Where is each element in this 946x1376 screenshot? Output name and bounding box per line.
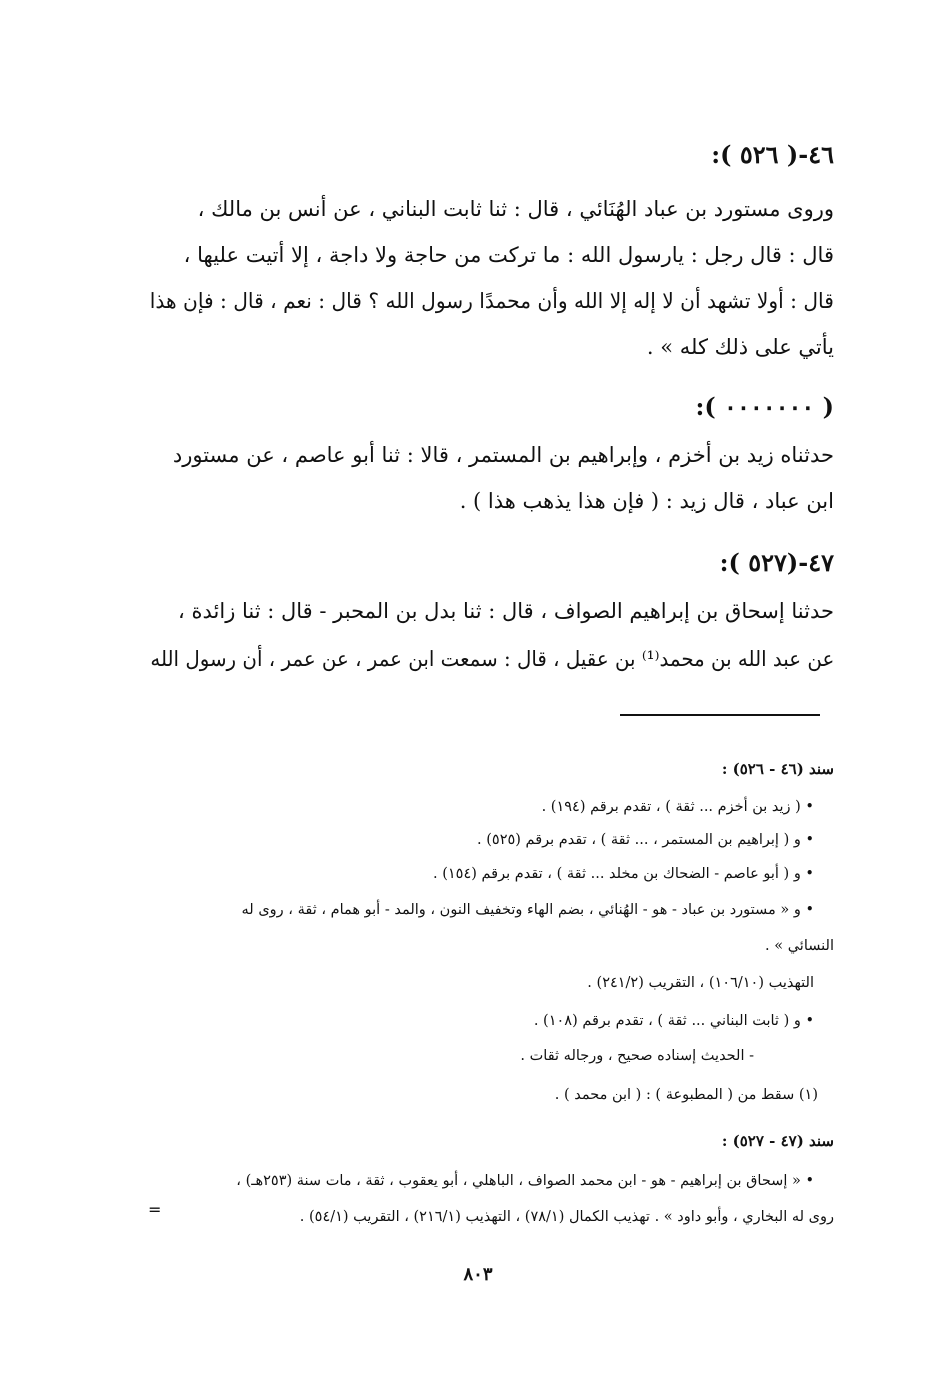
hadith-heading-47: :( ٥٢٧)-٤٧: [719, 548, 834, 577]
sanad-46-reference: التهذيب (١٠٦/١٠) ، التقريب (٢٤١/٢) .: [587, 975, 814, 991]
sanad-47-item-1: • « إسحاق بن إبراهيم - هو - ابن محمد الصواف ، الباهلي ، أبو يعقوب ، ثقة ، مات سنة (٢٥٣هـ) ،: [236, 1173, 814, 1189]
sanad-46-item-4-cont: النسائي » .: [765, 938, 834, 954]
hadith-46-line-2: قال : قال رجل : يارسول الله : ما تركت من حاجة ولا داجة ، إلا أتيت عليها ،: [183, 243, 834, 267]
footnote-1: (١) سقط من ( المطبوعة ) : ( ابن محمد ) .: [554, 1087, 818, 1103]
sanad-46-heading: سند (٤٦ - ٥٢٦) :: [721, 760, 834, 778]
continuation-mark: =: [148, 1200, 162, 1219]
hadith-unnumbered-line-1: حدثناه زيد بن أخزم ، وإبراهيم بن المستمر ، قالا : ثنا أبو عاصم ، عن مستورد: [172, 443, 834, 467]
hadith-47-line-1: حدثنا إسحاق بن إبراهيم الصواف ، قال : ثنا بدل بن المحبر - قال : ثنا زائدة ،: [178, 599, 834, 623]
sanad-47-heading: سند (٤٧ - ٥٢٧) :: [721, 1132, 834, 1150]
sanad-46-item-4: • و « مستورد بن عباد - هو - الهُنائي ، بضم الهاء وتخفيف النون ، والمد - أبو همام ، ثقة ، روى له: [241, 902, 814, 918]
sanad-46-item-2: • و ( إبراهيم بن المستمر ، ... ثقة ) ، تقدم برقم (٥٢٥) .: [477, 832, 814, 848]
page-number: ٨٠٣: [463, 1264, 493, 1285]
hadith-heading-unnumbered: :( ٠٠٠٠٠٠٠ ): [695, 392, 834, 421]
sanad-46-verdict: - الحديث إسناده صحيح ، ورجاله ثقات .: [520, 1048, 754, 1064]
hadith-46-line-3: قال : أولا تشهد أن لا إله إلا الله وأن محمدًا رسول الله ؟ قال : نعم ، قال : فإن هذا: [149, 289, 834, 313]
sanad-47-item-1-cont: روى له البخاري ، وأبو داود » . تهذيب الكمال (٧٨/١) ، التهذيب (٢١٦/١) ، التقريب (٥٤/١) .: [299, 1209, 834, 1225]
sanad-46-item-5: • و ( ثابت البناني ... ثقة ) ، تقدم برقم (١٠٨) .: [533, 1013, 814, 1029]
footnote-divider: [620, 714, 820, 716]
hadith-46-line-1: وروى مستورد بن عباد الهُنَائي ، قال : ثنا ثابت البناني ، عن أنس بن مالك ،: [197, 197, 834, 221]
sanad-46-item-3: • و ( أبو عاصم - الضحاك بن مخلد ... ثقة ) ، تقدم برقم (١٥٤) .: [432, 866, 814, 882]
hadith-heading-46: :( ٥٢٦ )-٤٦: [711, 140, 834, 169]
hadith-46-line-4: يأتي على ذلك كله » .: [646, 335, 834, 359]
hadith-unnumbered-line-2: ابن عباد ، قال زيد : ( فإن هذا يذهب هذا ) .: [459, 489, 834, 513]
sanad-46-item-1: • ( زيد بن أخزم ... ثقة ) ، تقدم برقم (١٩٤) .: [541, 799, 814, 815]
hadith-47-line-2: عن عبد الله بن محمد⁽¹⁾ بن عقيل ، قال : سمعت ابن عمر ، عن عمر ، أن رسول الله: [150, 647, 834, 671]
